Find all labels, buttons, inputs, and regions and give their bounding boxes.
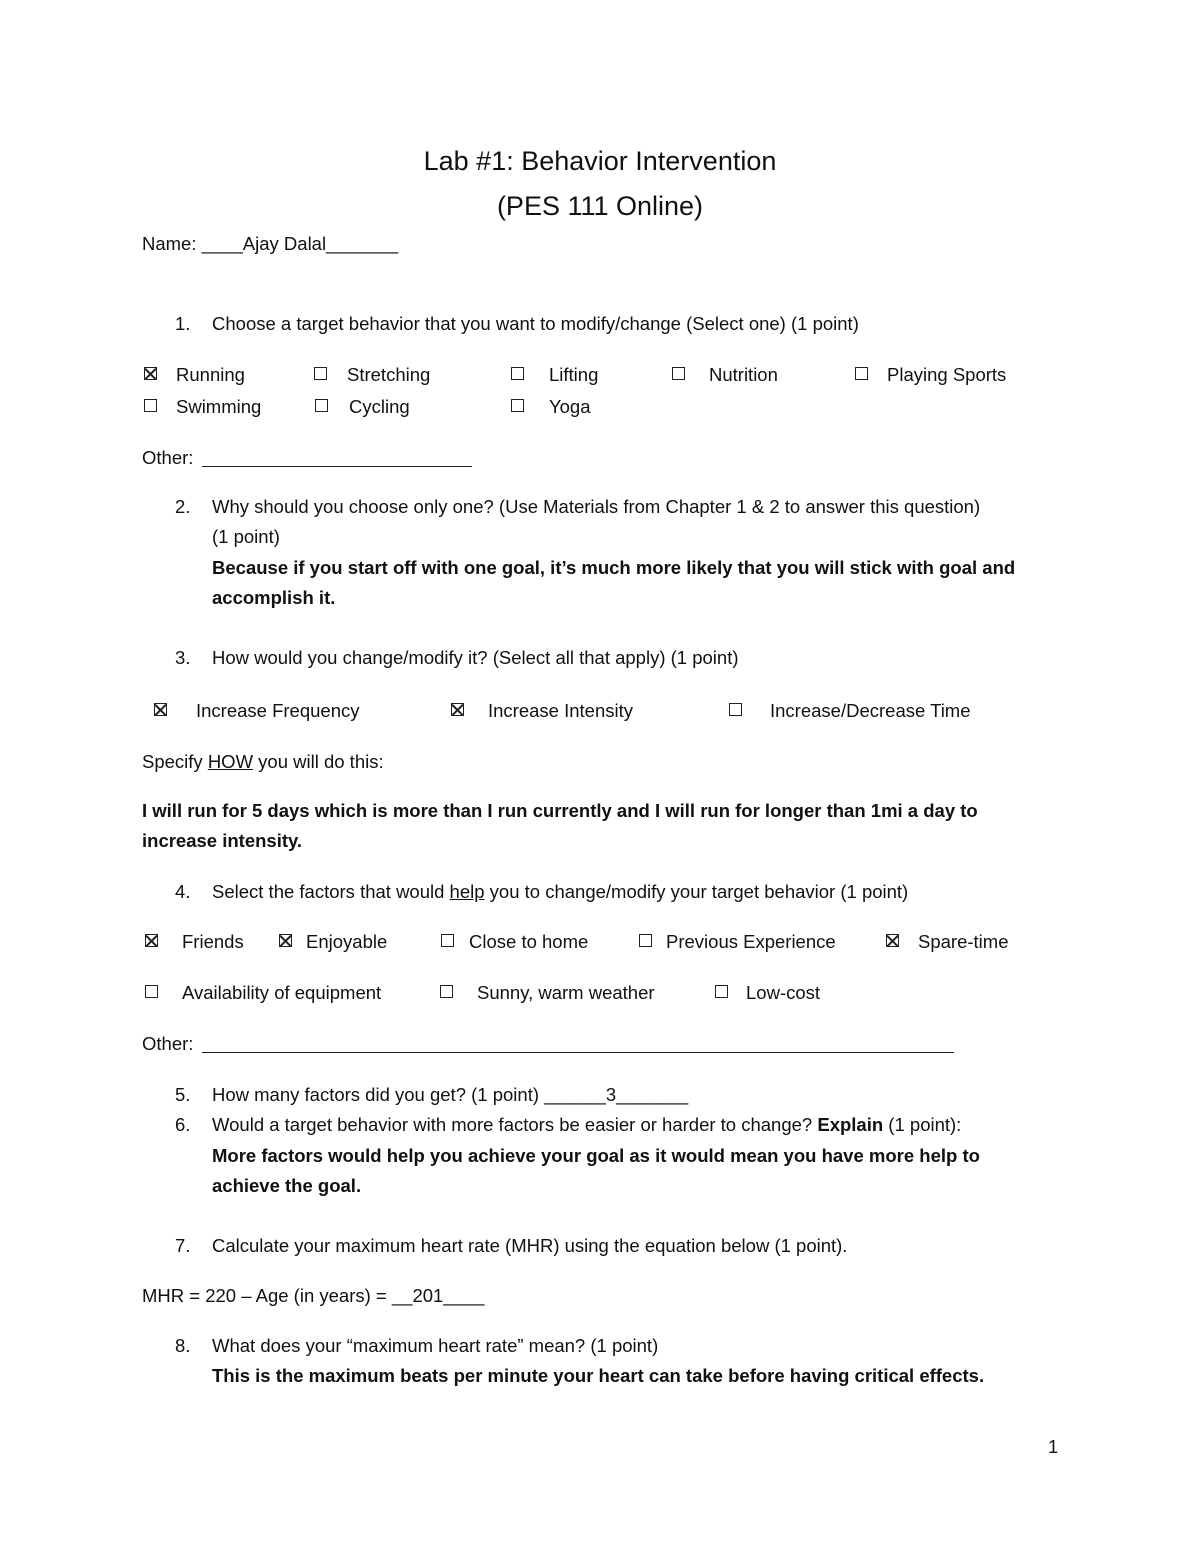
q3-number: 3. (175, 647, 191, 668)
name-label: Name: (142, 233, 202, 254)
q1-other-label: Other: (142, 447, 194, 468)
q4-checkbox-close-to-home[interactable] (441, 934, 454, 947)
q4-text-pre: Select the factors that would (212, 881, 450, 902)
q2-answer-line1: Because if you start off with one goal, it’s much more likely that you will stick with goal and (212, 557, 1016, 578)
q1-option-label: Nutrition (709, 364, 778, 385)
q4-option-label: Spare-time (918, 931, 1009, 952)
q1-checkbox-cycling[interactable] (315, 399, 328, 412)
q1-option-label: Cycling (349, 396, 410, 417)
q1-checkbox-running[interactable] (144, 367, 157, 380)
q2-text-line2: (1 point) (212, 526, 280, 547)
q1-checkbox-lifting[interactable] (511, 367, 524, 380)
name-line (142, 233, 398, 255)
q3-checkbox-increase-decrease-time[interactable] (729, 703, 742, 716)
q6-answer-line2: achieve the goal. (212, 1175, 362, 1196)
q6-answer-line1: More factors would help you achieve your goal as it would mean you have more help to (212, 1145, 980, 1166)
q7-number: 7. (175, 1235, 191, 1256)
q8-number: 8. (175, 1335, 191, 1356)
q1-option-label: Yoga (549, 396, 591, 417)
q4-checkbox-sunny-warm-weather[interactable] (440, 985, 453, 998)
page-number: 1 (1048, 1436, 1059, 1457)
q4-other-field[interactable] (202, 1052, 954, 1053)
q4-option-label: Friends (182, 931, 244, 952)
q4-option-label: Low-cost (746, 982, 821, 1003)
q1-number: 1. (175, 313, 191, 334)
q4-checkbox-availability-of-equipment[interactable] (145, 985, 158, 998)
q3-checkbox-increase-frequency[interactable] (154, 703, 167, 716)
q3-answer-line1: I will run for 5 days which is more than I run currently and I will run for longer than 1mi a day to (142, 800, 978, 821)
q1-option-label: Lifting (549, 364, 599, 385)
q4-other-label: Other: (142, 1033, 194, 1054)
q7-mhr-label: MHR = 220 – Age (in years) = (142, 1285, 392, 1306)
q4-checkbox-low-cost[interactable] (715, 985, 728, 998)
q3-option-label: Increase Frequency (196, 700, 360, 721)
q1-option-label: Running (176, 364, 245, 385)
q3-checkbox-increase-intensity[interactable] (451, 703, 464, 716)
q3-answer-line2: increase intensity. (142, 830, 303, 851)
q3-text: How would you change/modify it? (Select all that apply) (1 point) (212, 647, 739, 668)
name-value: ____Ajay Dalal_______ (201, 233, 399, 254)
q3-specify-pre: Specify (142, 751, 208, 772)
q5-text: How many factors did you get? (1 point) ______3_______ (212, 1084, 689, 1105)
q4-option-label: Sunny, warm weather (477, 982, 655, 1003)
q6-text (212, 1114, 961, 1136)
q4-checkbox-friends[interactable] (145, 934, 158, 947)
q3-option-label: Increase Intensity (488, 700, 633, 721)
q6-text-bold: Explain (817, 1114, 884, 1135)
q8-answer: This is the maximum beats per minute your heart can take before having critical effects. (212, 1365, 985, 1386)
q2-number: 2. (175, 496, 191, 517)
q3-specify-how: HOW (207, 751, 254, 772)
document-subtitle: (PES 111 Online) (496, 191, 704, 221)
q4-option-label: Close to home (469, 931, 589, 952)
q5-number: 5. (175, 1084, 191, 1105)
q8-text: What does your “maximum heart rate” mean? (1 point) (212, 1335, 659, 1356)
q4-number: 4. (175, 881, 191, 902)
q4-option-label: Previous Experience (666, 931, 836, 952)
q4-option-label: Availability of equipment (182, 982, 382, 1003)
q2-answer-line2: accomplish it. (212, 587, 336, 608)
q1-text: Choose a target behavior that you want to modify/change (Select one) (1 point) (212, 313, 859, 334)
q6-text-pre: Would a target behavior with more factors be easier or harder to change? (212, 1114, 818, 1135)
q3-option-label: Increase/Decrease Time (770, 700, 971, 721)
q1-option-label: Stretching (347, 364, 431, 385)
q7-mhr-value: __201____ (391, 1285, 485, 1306)
q3-specify-post: you will do this: (253, 751, 384, 772)
q4-checkbox-previous-experience[interactable] (639, 934, 652, 947)
q1-other-field[interactable] (202, 466, 472, 467)
q4-text (212, 881, 908, 903)
q6-number: 6. (175, 1114, 191, 1135)
q4-text-post: you to change/modify your target behavior (1 point) (484, 881, 909, 902)
q1-option-label: Swimming (176, 396, 262, 417)
q7-text: Calculate your maximum heart rate (MHR) using the equation below (1 point). (212, 1235, 848, 1256)
q1-checkbox-playing-sports[interactable] (855, 367, 868, 380)
q3-specify-prompt (142, 751, 384, 773)
q1-checkbox-nutrition[interactable] (672, 367, 685, 380)
q4-text-help: help (449, 881, 485, 902)
q4-checkbox-spare-time[interactable] (886, 934, 899, 947)
q1-checkbox-swimming[interactable] (144, 399, 157, 412)
q1-checkbox-yoga[interactable] (511, 399, 524, 412)
q4-option-label: Enjoyable (306, 931, 388, 952)
q2-text-line1: Why should you choose only one? (Use Materials from Chapter 1 & 2 to answer this question) (212, 496, 981, 517)
q6-text-post: (1 point): (883, 1114, 962, 1135)
q1-option-label: Playing Sports (887, 364, 1007, 385)
q4-checkbox-enjoyable[interactable] (279, 934, 292, 947)
q7-mhr-equation (142, 1285, 484, 1307)
q1-checkbox-stretching[interactable] (314, 367, 327, 380)
document-title: Lab #1: Behavior Intervention (423, 146, 777, 176)
